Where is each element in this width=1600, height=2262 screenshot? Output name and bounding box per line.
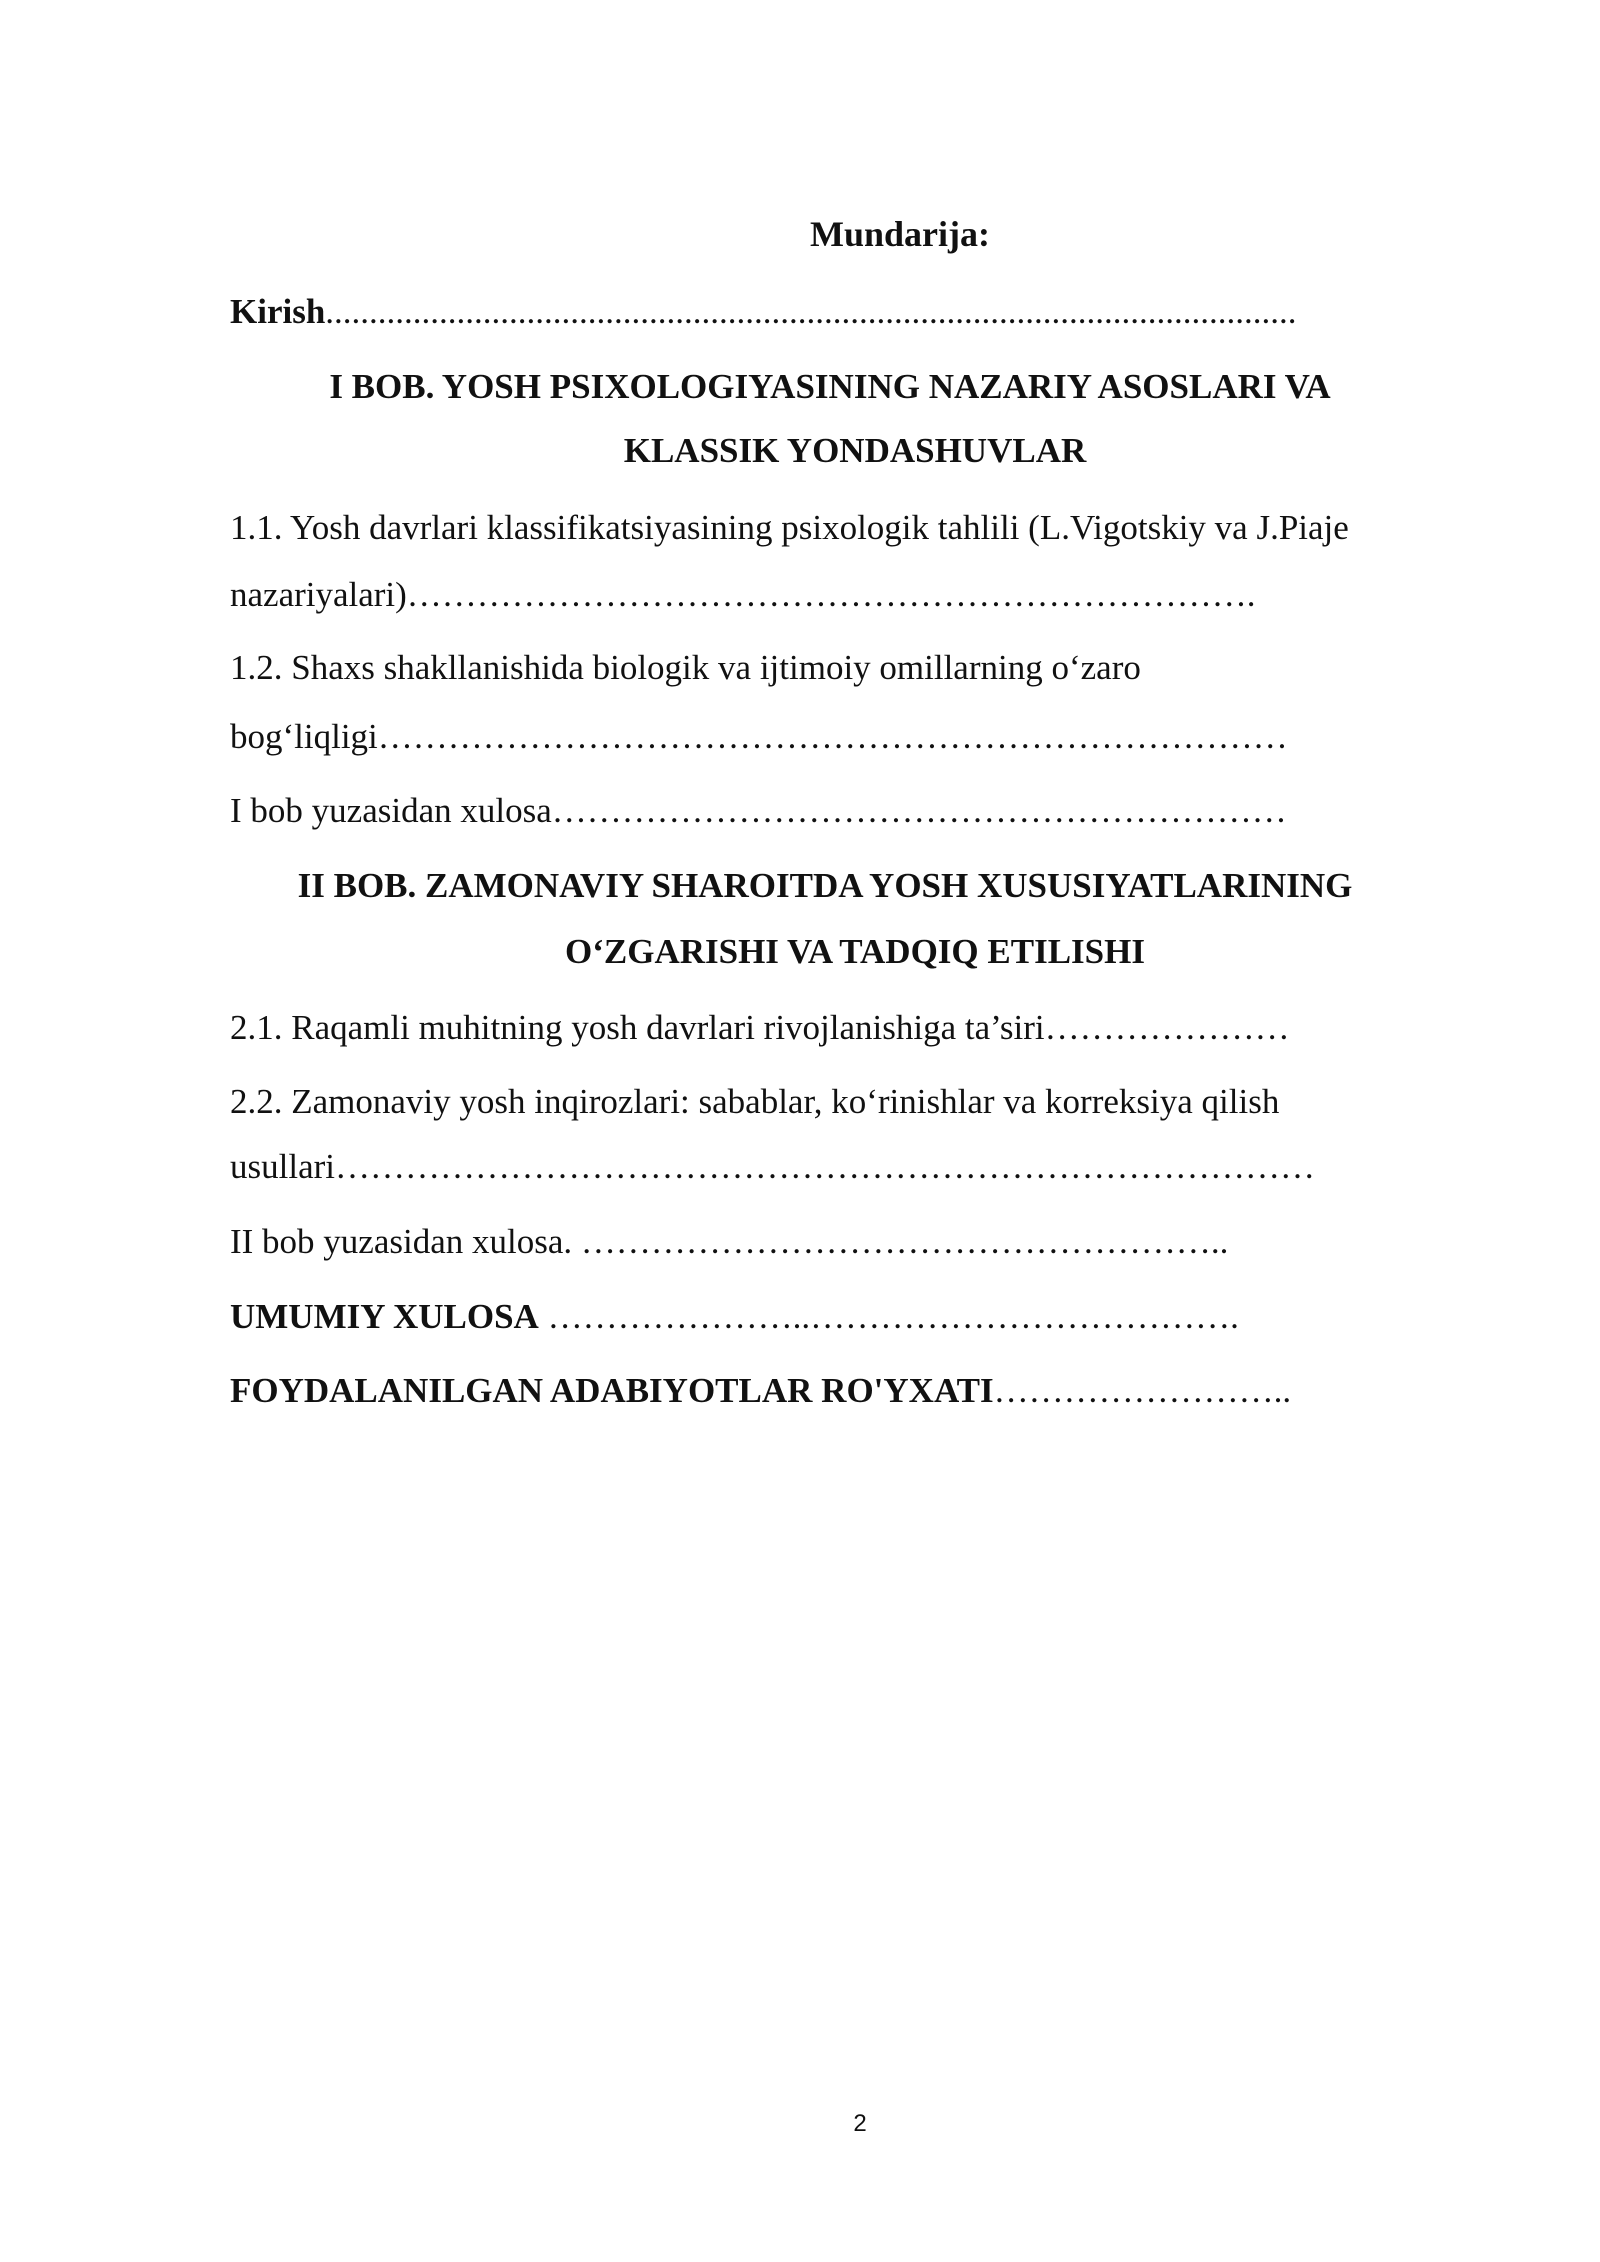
page-number: 2 [853, 2110, 867, 2137]
toc-title: Mundarija: [810, 214, 990, 254]
toc-entry-2-1: 2.1. Raqamli muhitning yosh davrlari rivojlanishiga ta’siri………………… [230, 1008, 1290, 1047]
toc-entry-label: Kirish [230, 292, 326, 331]
chapter1-heading-line2: KLASSIK YONDASHUVLAR [623, 431, 1087, 470]
toc-entry-2-2-line1: 2.2. Zamonaviy yosh inqirozlari: sabablar, ko‘rinishlar va korreksiya qilish [230, 1082, 1280, 1121]
toc-entry-1-2-line2: bog‘liqligi…………………………………………………………………… [230, 717, 1288, 756]
toc-entry-1-2-line1: 1.2. Shaxs shakllanishida biologik va ijtimoiy omillarning o‘zaro [230, 648, 1141, 687]
chapter2-heading-line1: II BOB. ZAMONAVIY SHAROITDA YOSH XUSUSIYATLARINING [297, 866, 1353, 905]
chapter1-heading-line1: I BOB. YOSH PSIXOLOGIYASINING NAZARIY ASOSLARI VA [329, 367, 1331, 406]
toc-entry-references [230, 1371, 1291, 1411]
toc-entry-leader: …………………….. [993, 1371, 1292, 1410]
chapter2-heading-line2: O‘ZGARISHI VA TADQIQ ETILISHI [565, 932, 1145, 971]
toc-entry-general-conclusion [230, 1297, 1239, 1337]
toc-entry-leader: ............................................................................................................... [325, 292, 1297, 331]
toc-entry-label: FOYDALANILGAN ADABIYOTLAR RO'YXATI [230, 1371, 994, 1410]
toc-entry-leader: …………………..………………………………. [538, 1297, 1239, 1336]
toc-entry-label: UMUMIY XULOSA [230, 1297, 539, 1336]
toc-entry-1-1-line2: nazariyalari)………………………………………………………………. [230, 575, 1256, 614]
toc-entry-1-1-line1: 1.1. Yosh davrlari klassifikatsiyasining psixologik tahlili (L.Vigotskiy va J.Piaje [230, 508, 1349, 547]
toc-entry-intro [230, 292, 1297, 332]
toc-entry-2-2-line2: usullari………………………………………………………………………… [230, 1147, 1315, 1186]
toc-entry-chapter2-conclusion: II bob yuzasidan xulosa. ……………………………………………….. [230, 1222, 1229, 1261]
toc-entry-chapter1-conclusion: I bob yuzasidan xulosa……………………………………………………… [230, 791, 1287, 830]
